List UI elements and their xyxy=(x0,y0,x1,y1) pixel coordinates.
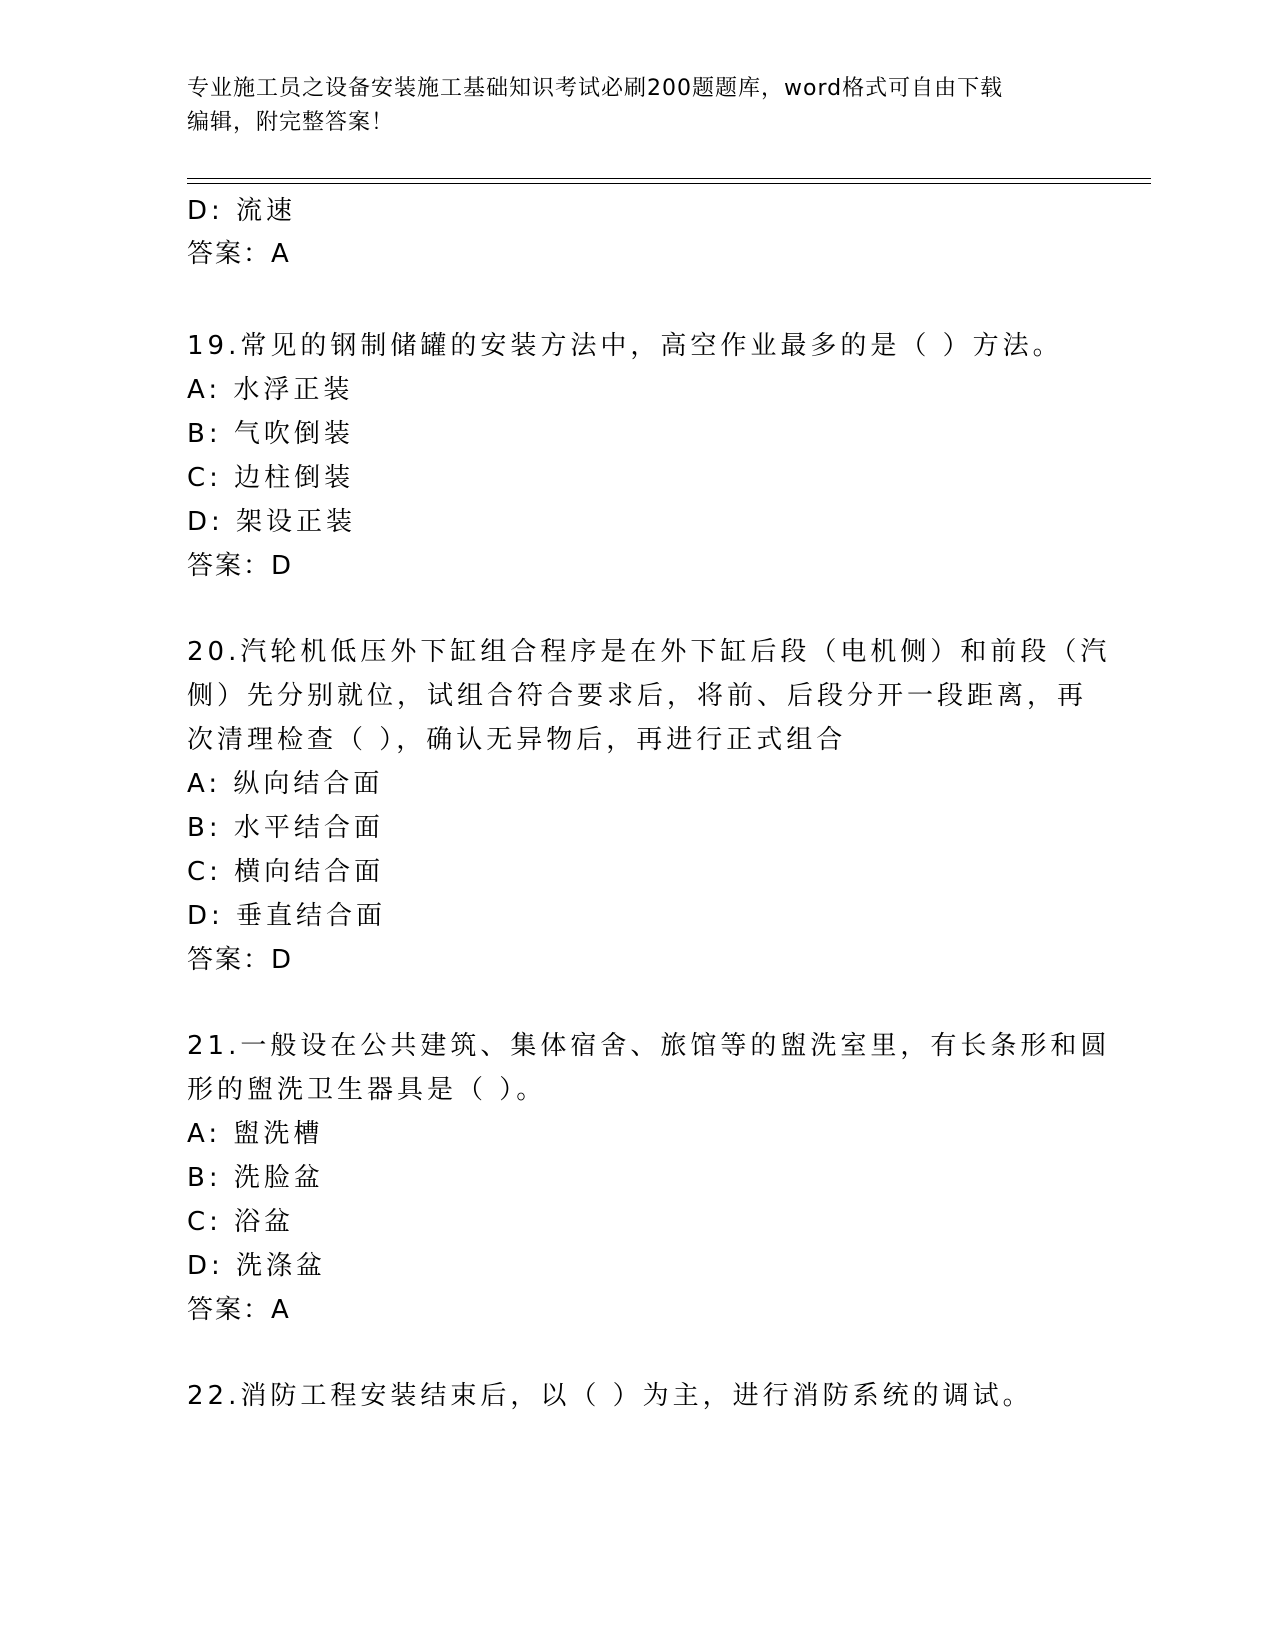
q18-option-d: D: 流速 xyxy=(187,196,297,226)
q20-stem-line-1: 20.汽轮机低压外下缸组合程序是在外下缸后段（电机侧）和前段（汽 xyxy=(187,637,1111,667)
q20-answer: 答案：D xyxy=(187,945,294,975)
q19-stem: 19.常见的钢制储罐的安装方法中，高空作业最多的是（ ）方法。 xyxy=(187,331,1063,361)
q20-option-c: C: 横向结合面 xyxy=(187,857,385,887)
q19-option-a: A: 水浮正装 xyxy=(187,375,354,405)
q21-stem-line-2: 形的盥洗卫生器具是（ ）。 xyxy=(187,1075,547,1105)
q20-stem-line-3: 次清理检查（ ），确认无异物后，再进行正式组合 xyxy=(187,725,847,755)
q21-option-d: D: 洗涤盆 xyxy=(187,1251,327,1281)
q21-answer: 答案：A xyxy=(187,1295,291,1325)
q21-stem-line-1: 21.一般设在公共建筑、集体宿舍、旅馆等的盥洗室里，有长条形和圆 xyxy=(187,1031,1111,1061)
q22-stem: 22.消防工程安装结束后，以（ ）为主，进行消防系统的调试。 xyxy=(187,1381,1033,1411)
q21-option-a: A: 盥洗槽 xyxy=(187,1119,324,1149)
q21-option-c: C: 浴盆 xyxy=(187,1207,295,1237)
header-rule-bottom xyxy=(187,183,1151,184)
q19-option-b: B: 气吹倒装 xyxy=(187,419,354,449)
q21-option-b: B: 洗脸盆 xyxy=(187,1163,324,1193)
document-header xyxy=(187,72,1087,140)
q20-option-b: B: 水平结合面 xyxy=(187,813,384,843)
q19-option-d: D: 架设正装 xyxy=(187,507,357,537)
q20-option-a: A: 纵向结合面 xyxy=(187,769,384,799)
q20-option-d: D: 垂直结合面 xyxy=(187,901,387,931)
q19-option-c: C: 边柱倒装 xyxy=(187,463,355,493)
q20-stem-line-2: 侧）先分别就位，试组合符合要求后，将前、后段分开一段距离，再 xyxy=(187,681,1088,711)
q19-answer: 答案：D xyxy=(187,551,294,581)
header-line-2: 编辑，附完整答案！ xyxy=(187,110,395,135)
q18-answer: 答案：A xyxy=(187,239,291,269)
header-line-1: 专业施工员之设备安装施工基础知识考试必刷200题题库，word格式可自由下载 xyxy=(187,76,1004,101)
header-rule-top xyxy=(187,178,1151,179)
